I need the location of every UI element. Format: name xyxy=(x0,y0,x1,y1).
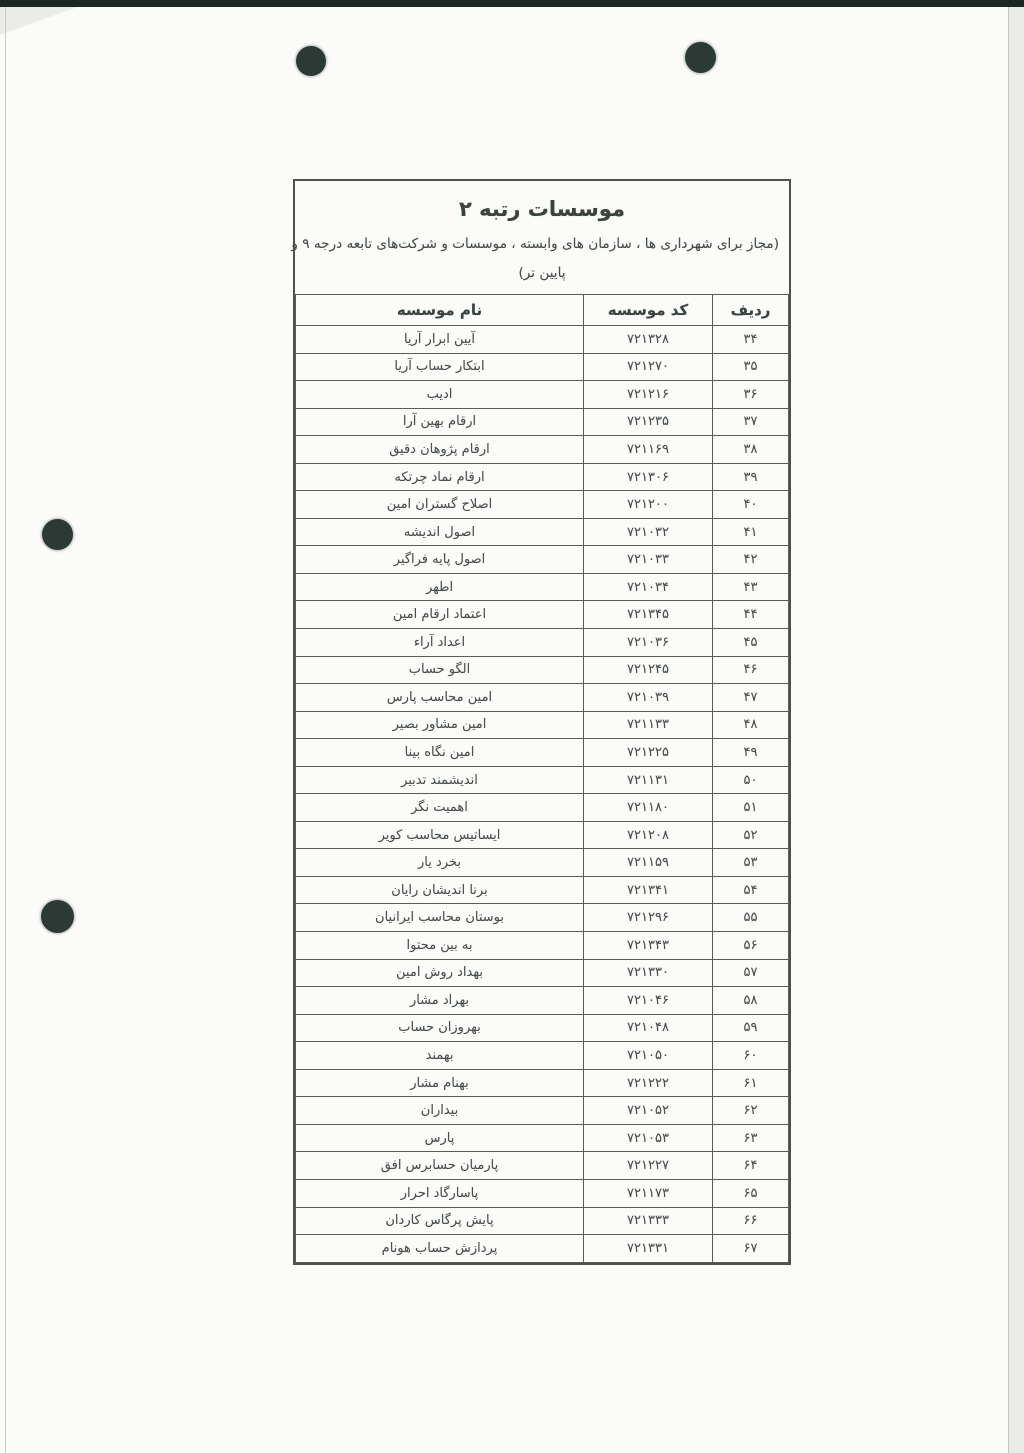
punch-hole xyxy=(685,42,716,73)
table-row xyxy=(296,739,789,767)
table-row xyxy=(296,1207,789,1235)
row-number-cell: ۵۹ xyxy=(713,1014,789,1042)
institution-code-cell: ۷۲۱۰۳۲ xyxy=(584,518,713,546)
table-row xyxy=(296,463,789,491)
punch-hole xyxy=(296,46,326,76)
table-row xyxy=(296,601,789,629)
institution-name-cell: امین محاسب پارس xyxy=(296,684,584,712)
institution-name-cell: اهمیت نگر xyxy=(296,794,584,822)
table-row xyxy=(296,1124,789,1152)
institution-code-cell: ۷۲۱۱۸۰ xyxy=(584,794,713,822)
table-row xyxy=(296,1097,789,1125)
institution-name-cell: بهمند xyxy=(296,1042,584,1070)
row-number-cell: ۳۷ xyxy=(713,408,789,436)
row-number-cell: ۶۶ xyxy=(713,1207,789,1235)
institution-code-cell: ۷۲۱۲۲۷ xyxy=(584,1152,713,1180)
institution-name-cell: ارقام نماد چرتکه xyxy=(296,463,584,491)
row-number-cell: ۵۶ xyxy=(713,932,789,960)
institution-code-cell: ۷۲۱۲۰۸ xyxy=(584,821,713,849)
institution-code-cell: ۷۲۱۲۳۵ xyxy=(584,408,713,436)
institution-name-cell: اعداد آراء xyxy=(296,629,584,657)
institution-code-cell: ۷۲۱۱۳۳ xyxy=(584,711,713,739)
table-row xyxy=(296,436,789,464)
header-institution-code: کد موسسه xyxy=(584,295,713,326)
institution-code-cell: ۷۲۱۲۹۶ xyxy=(584,904,713,932)
institution-code-cell: ۷۲۱۲۲۵ xyxy=(584,739,713,767)
row-number-cell: ۶۲ xyxy=(713,1097,789,1125)
table-row xyxy=(296,546,789,574)
row-number-cell: ۴۸ xyxy=(713,711,789,739)
institution-code-cell: ۷۲۱۰۳۴ xyxy=(584,573,713,601)
table-row xyxy=(296,821,789,849)
row-number-cell: ۳۵ xyxy=(713,353,789,381)
institution-code-cell: ۷۲۱۰۳۳ xyxy=(584,546,713,574)
header-institution-name: نام موسسه xyxy=(296,295,584,326)
row-number-cell: ۵۷ xyxy=(713,959,789,987)
institution-code-cell: ۷۲۱۲۰۰ xyxy=(584,491,713,519)
punch-hole xyxy=(42,519,73,550)
institution-code-cell: ۷۲۱۳۳۰ xyxy=(584,959,713,987)
row-number-cell: ۵۴ xyxy=(713,876,789,904)
table-row xyxy=(296,629,789,657)
row-number-cell: ۴۴ xyxy=(713,601,789,629)
institution-name-cell: پارس xyxy=(296,1124,584,1152)
row-number-cell: ۵۸ xyxy=(713,987,789,1015)
row-number-cell: ۶۴ xyxy=(713,1152,789,1180)
scan-corner-shadow xyxy=(0,7,110,37)
institution-code-cell: ۷۲۱۳۴۵ xyxy=(584,601,713,629)
institution-name-cell: ارقام پژوهان دقیق xyxy=(296,436,584,464)
row-number-cell: ۵۵ xyxy=(713,904,789,932)
row-number-cell: ۶۱ xyxy=(713,1069,789,1097)
institution-code-cell: ۷۲۱۱۶۹ xyxy=(584,436,713,464)
row-number-cell: ۳۹ xyxy=(713,463,789,491)
institution-name-cell: ایساتیس محاسب کویر xyxy=(296,821,584,849)
institution-name-cell: اصول اندیشه xyxy=(296,518,584,546)
institution-name-cell: ابتکار حساب آریا xyxy=(296,353,584,381)
row-number-cell: ۶۷ xyxy=(713,1235,789,1263)
row-number-cell: ۶۰ xyxy=(713,1042,789,1070)
row-number-cell: ۴۷ xyxy=(713,684,789,712)
table-row xyxy=(296,794,789,822)
institution-code-cell: ۷۲۱۱۷۳ xyxy=(584,1179,713,1207)
institution-code-cell: ۷۲۱۳۰۶ xyxy=(584,463,713,491)
institution-code-cell: ۷۲۱۲۲۲ xyxy=(584,1069,713,1097)
table-row xyxy=(296,1152,789,1180)
scan-top-edge xyxy=(0,0,1024,7)
table-row xyxy=(296,573,789,601)
institution-name-cell: بوستان محاسب ایرانیان xyxy=(296,904,584,932)
row-number-cell: ۳۴ xyxy=(713,326,789,354)
institution-name-cell: بهداد روش امین xyxy=(296,959,584,987)
institution-name-cell: به بین محتوا xyxy=(296,932,584,960)
table-row xyxy=(296,849,789,877)
institution-name-cell: الگو حساب xyxy=(296,656,584,684)
institution-name-cell: اندیشمند تدبیر xyxy=(296,766,584,794)
institution-code-cell: ۷۲۱۲۱۶ xyxy=(584,381,713,409)
institution-code-cell: ۷۲۱۳۴۱ xyxy=(584,876,713,904)
table-row xyxy=(296,1179,789,1207)
table-row xyxy=(296,904,789,932)
table-row xyxy=(296,381,789,409)
row-number-cell: ۴۶ xyxy=(713,656,789,684)
subtitle-line-2: پایین تر) xyxy=(518,265,566,281)
institution-name-cell: اطهر xyxy=(296,573,584,601)
row-number-cell: ۴۱ xyxy=(713,518,789,546)
institution-code-cell: ۷۲۱۲۴۵ xyxy=(584,656,713,684)
table-row xyxy=(296,987,789,1015)
institution-name-cell: اصلاح گستران امین xyxy=(296,491,584,519)
page-title: موسسات رتبه ۲ xyxy=(459,197,625,221)
row-number-cell: ۵۰ xyxy=(713,766,789,794)
institution-code-cell: ۷۲۱۰۳۶ xyxy=(584,629,713,657)
row-number-cell: ۶۳ xyxy=(713,1124,789,1152)
punch-hole xyxy=(41,900,74,933)
scan-left-edge-line xyxy=(5,7,6,1453)
institution-code-cell: ۷۲۱۰۵۲ xyxy=(584,1097,713,1125)
table-row xyxy=(296,684,789,712)
institution-name-cell: پردازش حساب هونام xyxy=(296,1235,584,1263)
table-body xyxy=(296,326,789,1263)
institution-code-cell: ۷۲۱۳۴۳ xyxy=(584,932,713,960)
institution-name-cell: بهنام مشار xyxy=(296,1069,584,1097)
institution-code-cell: ۷۲۱۳۲۸ xyxy=(584,326,713,354)
institution-code-cell: ۷۲۱۰۳۹ xyxy=(584,684,713,712)
institution-name-cell: بهروزان حساب xyxy=(296,1014,584,1042)
institution-code-cell: ۷۲۱۳۳۱ xyxy=(584,1235,713,1263)
table-row xyxy=(296,876,789,904)
institution-name-cell: پاسارگاد احرار xyxy=(296,1179,584,1207)
table-row xyxy=(296,711,789,739)
institution-code-cell: ۷۲۱۰۵۰ xyxy=(584,1042,713,1070)
institution-name-cell: اعتماد ارقام امین xyxy=(296,601,584,629)
row-number-cell: ۵۳ xyxy=(713,849,789,877)
institution-name-cell: بیداران xyxy=(296,1097,584,1125)
institution-code-cell: ۷۲۱۰۵۳ xyxy=(584,1124,713,1152)
institution-name-cell: اصول پایه فراگیر xyxy=(296,546,584,574)
table-row xyxy=(296,408,789,436)
institution-name-cell: ادیب xyxy=(296,381,584,409)
institution-code-cell: ۷۲۱۱۳۱ xyxy=(584,766,713,794)
table-row xyxy=(296,766,789,794)
row-number-cell: ۵۱ xyxy=(713,794,789,822)
institution-name-cell: ارقام بهین آرا xyxy=(296,408,584,436)
institution-name-cell: برنا اندیشان رایان xyxy=(296,876,584,904)
subtitle-line-1: (مجاز برای شهرداری ها ، سازمان های وابسته ، موسسات و شرکت‌های تابعه درجه ۹ و xyxy=(291,236,779,252)
table-row xyxy=(296,932,789,960)
table-row xyxy=(296,656,789,684)
table-row xyxy=(296,518,789,546)
rank2-institutions-document xyxy=(293,179,791,1265)
row-number-cell: ۴۲ xyxy=(713,546,789,574)
row-number-cell: ۳۸ xyxy=(713,436,789,464)
document-subtitle xyxy=(291,230,779,288)
institution-code-cell: ۷۲۱۲۷۰ xyxy=(584,353,713,381)
table-row xyxy=(296,1235,789,1263)
institution-code-cell: ۷۲۱۰۴۸ xyxy=(584,1014,713,1042)
institution-name-cell: بخرد یار xyxy=(296,849,584,877)
header-row xyxy=(296,295,789,326)
row-number-cell: ۶۵ xyxy=(713,1179,789,1207)
institutions-table xyxy=(295,294,789,1263)
scan-right-edge xyxy=(1008,7,1024,1453)
institution-name-cell: امین نگاه بینا xyxy=(296,739,584,767)
table-row xyxy=(296,1042,789,1070)
institution-code-cell: ۷۲۱۰۴۶ xyxy=(584,987,713,1015)
institution-code-cell: ۷۲۱۳۳۳ xyxy=(584,1207,713,1235)
institution-name-cell: امین مشاور بصیر xyxy=(296,711,584,739)
table-row xyxy=(296,491,789,519)
institution-name-cell: پارمیان حسابرس افق xyxy=(296,1152,584,1180)
row-number-cell: ۴۳ xyxy=(713,573,789,601)
row-number-cell: ۳۶ xyxy=(713,381,789,409)
table-row xyxy=(296,353,789,381)
table-row xyxy=(296,1014,789,1042)
row-number-cell: ۵۲ xyxy=(713,821,789,849)
row-number-cell: ۴۰ xyxy=(713,491,789,519)
table-header xyxy=(296,295,789,326)
institution-name-cell: بهراد مشار xyxy=(296,987,584,1015)
institution-code-cell: ۷۲۱۱۵۹ xyxy=(584,849,713,877)
header-row-number: ردیف xyxy=(713,295,789,326)
institution-name-cell: آیین ابرار آریا xyxy=(296,326,584,354)
table-row xyxy=(296,959,789,987)
document-header xyxy=(291,181,789,294)
row-number-cell: ۴۹ xyxy=(713,739,789,767)
institution-name-cell: پایش پرگاس کاردان xyxy=(296,1207,584,1235)
row-number-cell: ۴۵ xyxy=(713,629,789,657)
table-row xyxy=(296,1069,789,1097)
table-row xyxy=(296,326,789,354)
